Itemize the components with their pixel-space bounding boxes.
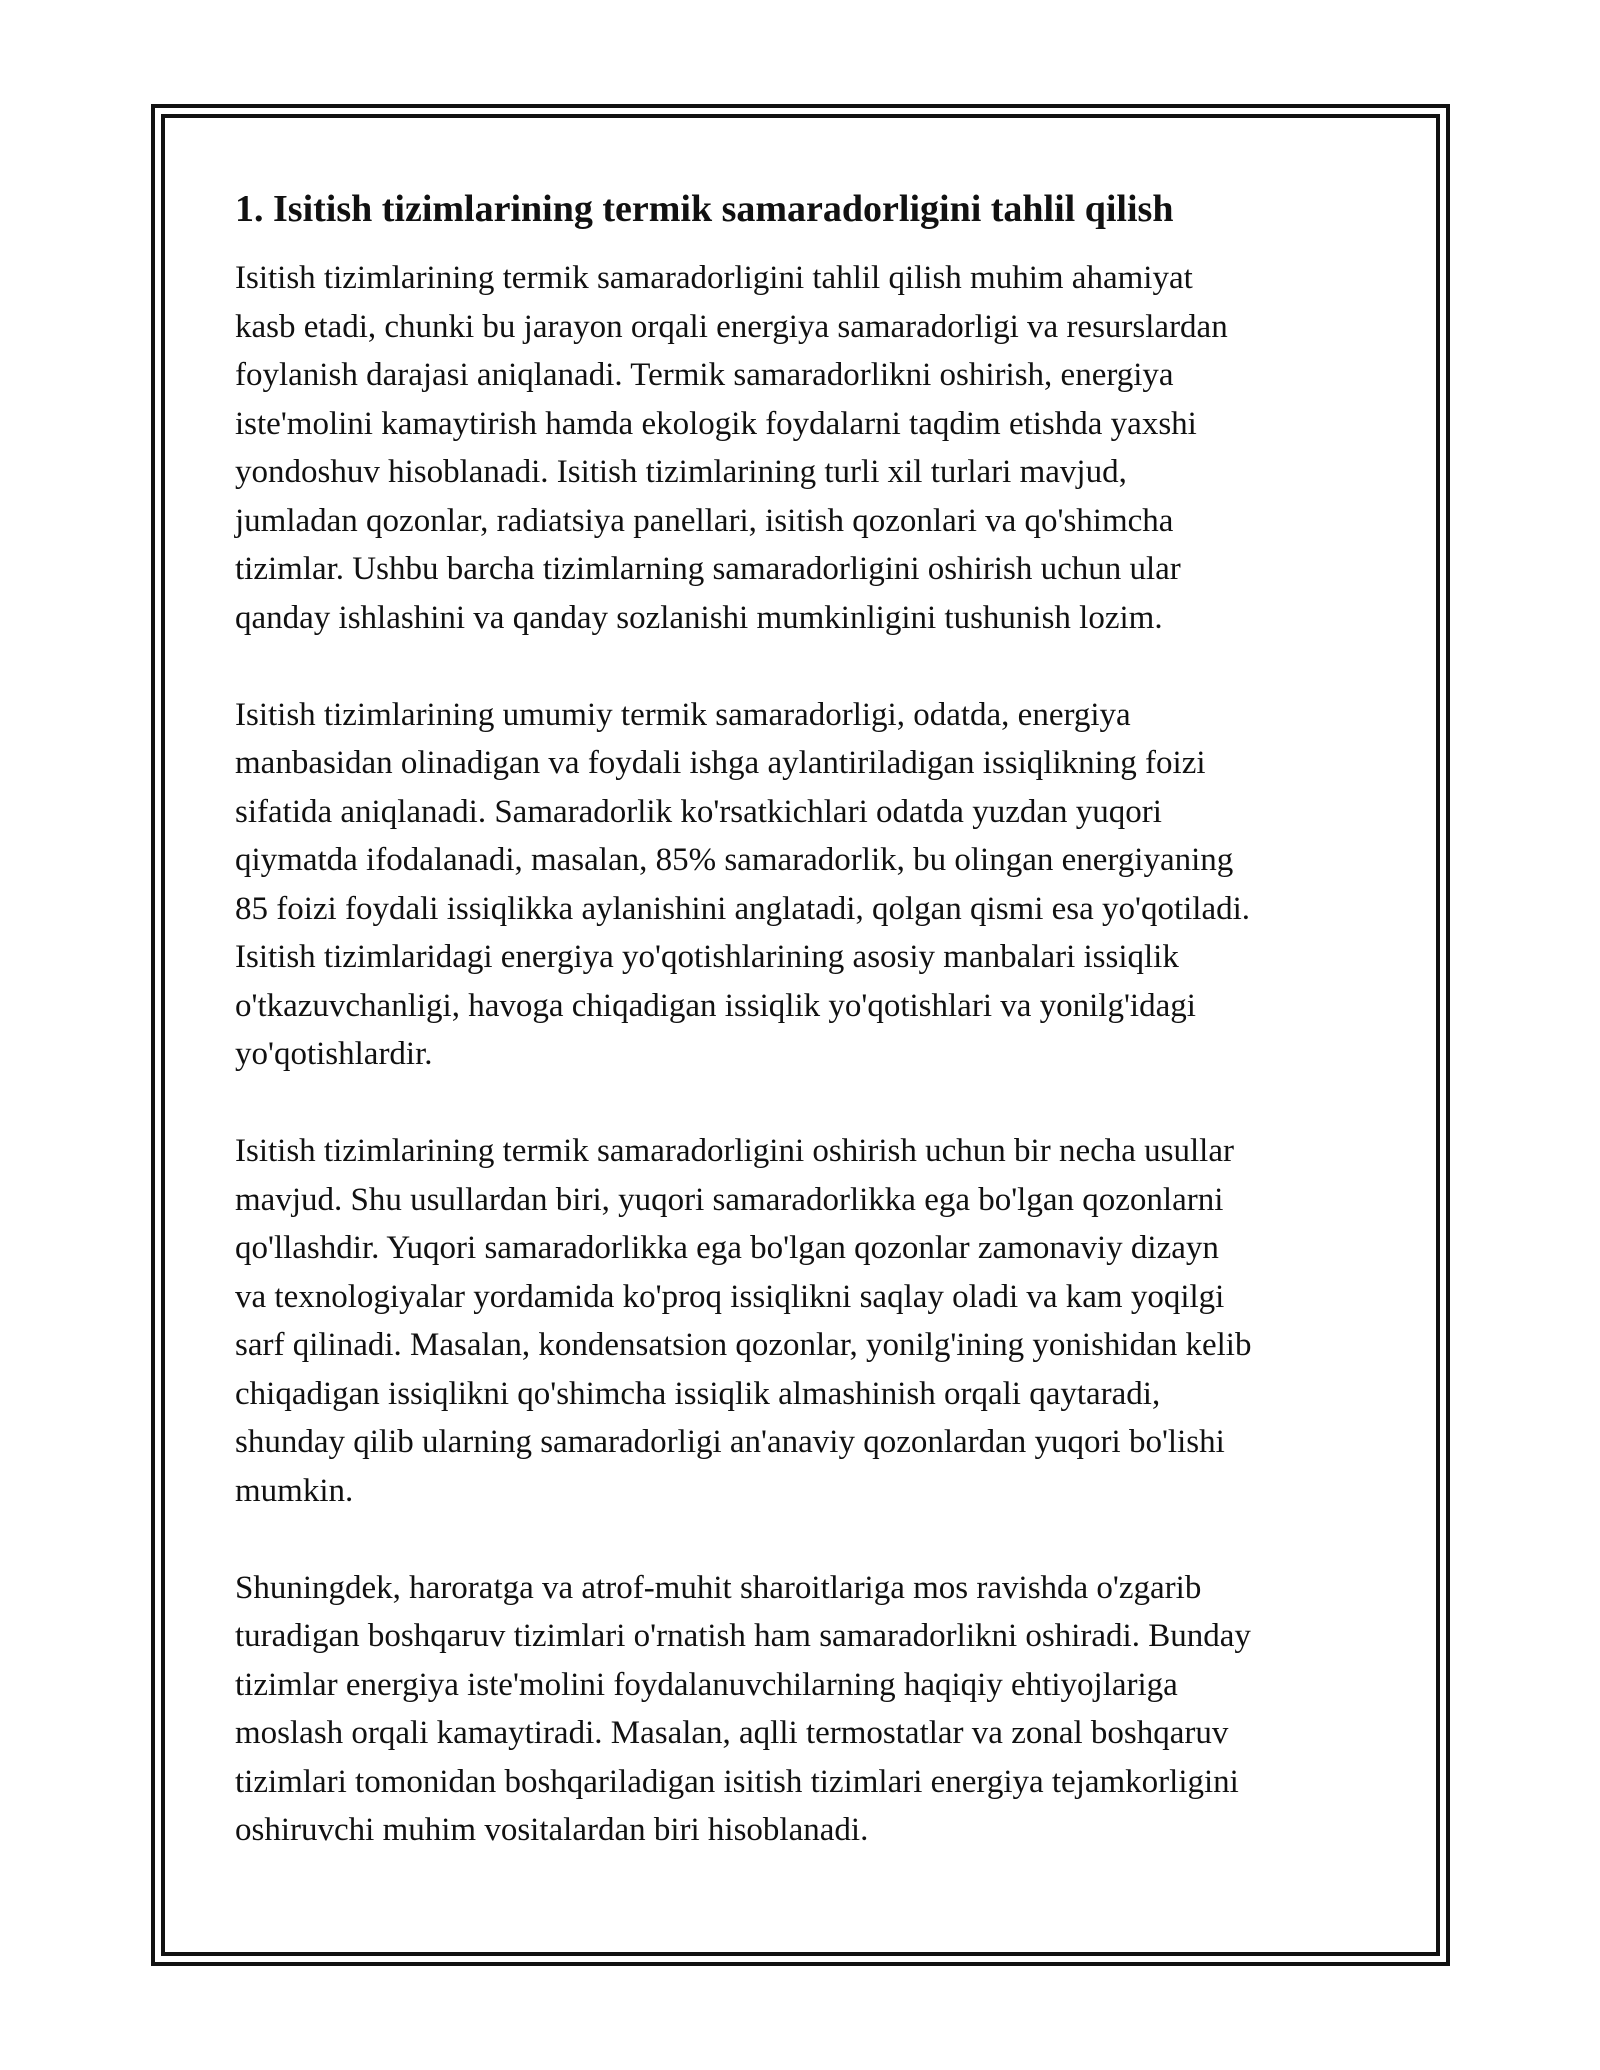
paragraph-line: yondoshuv hisoblanadi. Isitish tizimlarining turli xil turlari mavjud, bbox=[235, 454, 1127, 490]
paragraph-line: shunday qilib ularning samaradorligi an'anaviy qozonlardan yuqori bo'lishi bbox=[235, 1424, 1225, 1460]
paragraph-line: sifatida aniqlanadi. Samaradorlik ko'rsatkichlari odatda yuzdan yuqori bbox=[235, 793, 1162, 830]
paragraph-line: qo'llashdir. Yuqori samaradorlikka ega bo'lgan qozonlar zamonaviy dizayn bbox=[235, 1230, 1219, 1266]
paragraph-line: mavjud. Shu usullardan biri, yuqori samaradorlikka ega bo'lgan qozonlarni bbox=[235, 1181, 1224, 1218]
paragraph-line: Isitish tizimlarining termik samaradorligini tahlil qilish muhim ahamiyat bbox=[235, 260, 1193, 296]
paragraph-line: 85 foizi foydali issiqlikka aylanishini anglatadi, qolgan qismi esa yo'qotiladi. bbox=[235, 890, 1251, 927]
paragraph-line: o'tkazuvchanligi, havoga chiqadigan issiqlik yo'qotishlari va yonilg'idagi bbox=[235, 987, 1196, 1024]
paragraph-line: sarf qilinadi. Masalan, kondensatsion qozonlar, yonilg'ining yonishidan kelib bbox=[235, 1327, 1252, 1363]
paragraph-line: kasb etadi, chunki bu jarayon orqali energiya samaradorligi va resurslardan bbox=[235, 308, 1228, 345]
paragraph-line: qiymatda ifodalanadi, masalan, 85% samaradorlik, bu olingan energiyaning bbox=[235, 842, 1234, 878]
paragraph-line: Isitish tizimlarining umumiy termik samaradorligi, odatda, energiya bbox=[235, 696, 1131, 733]
paragraph-list bbox=[235, 254, 1375, 1855]
paragraph-line: mumkin. bbox=[235, 1472, 354, 1509]
paragraph-line: turadigan boshqaruv tizimlari o'rnatish ham samaradorlikni oshiradi. Bunday bbox=[235, 1618, 1251, 1654]
paragraph-line: Isitish tizimlarining termik samaradorligini oshirish uchun bir necha usullar bbox=[235, 1133, 1234, 1169]
paragraph-line: moslash orqali kamaytiradi. Masalan, aqlli termostatlar va zonal boshqaruv bbox=[235, 1715, 1229, 1751]
paragraph-line: jumladan qozonlar, radiatsiya panellari, isitish qozonlari va qo'shimcha bbox=[235, 502, 1174, 539]
paragraph-line: tizimlari tomonidan boshqariladigan isitish tizimlari energiya tejamkorligini bbox=[235, 1763, 1239, 1800]
document-body bbox=[235, 186, 1375, 1903]
paragraph-line: chiqadigan issiqlikni qo'shimcha issiqlik almashinish orqali qaytaradi, bbox=[235, 1375, 1161, 1412]
paragraph-line: tizimlar energiya iste'molini foydalanuvchilarning haqiqiy ehtiyojlariga bbox=[235, 1666, 1178, 1703]
paragraph-line: manbasidan olinadigan va foydali ishga aylantiriladigan issiqlikning foizi bbox=[235, 745, 1206, 781]
paragraph bbox=[235, 254, 1375, 642]
paragraph bbox=[235, 1127, 1375, 1515]
paragraph-line: yo'qotishlardir. bbox=[235, 1036, 433, 1072]
paragraph-line: foylanish darajasi aniqlanadi. Termik samaradorlikni oshirish, energiya bbox=[235, 357, 1174, 393]
paragraph bbox=[235, 691, 1375, 1079]
paragraph-line: qanday ishlashini va qanday sozlanishi mumkinligini tushunish lozim. bbox=[235, 599, 1163, 636]
paragraph-line: va texnologiyalar yordamida ko'proq issiqlikni saqlay oladi va kam yoqilgi bbox=[235, 1278, 1225, 1315]
paragraph-line: oshiruvchi muhim vositalardan biri hisoblanadi. bbox=[235, 1812, 869, 1848]
paragraph-line: tizimlar. Ushbu barcha tizimlarning samaradorligini oshirish uchun ular bbox=[235, 551, 1181, 587]
section-heading: 1. Isitish tizimlarining termik samaradorligini tahlil qilish bbox=[235, 188, 1174, 230]
paragraph-line: Isitish tizimlaridagi energiya yo'qotishlarining asosiy manbalari issiqlik bbox=[235, 939, 1179, 975]
paragraph bbox=[235, 1564, 1375, 1855]
paragraph-line: iste'molini kamaytirish hamda ekologik foydalarni taqdim etishda yaxshi bbox=[235, 405, 1197, 442]
paragraph-line: Shuningdek, haroratga va atrof-muhit sharoitlariga mos ravishda o'zgarib bbox=[235, 1569, 1202, 1606]
